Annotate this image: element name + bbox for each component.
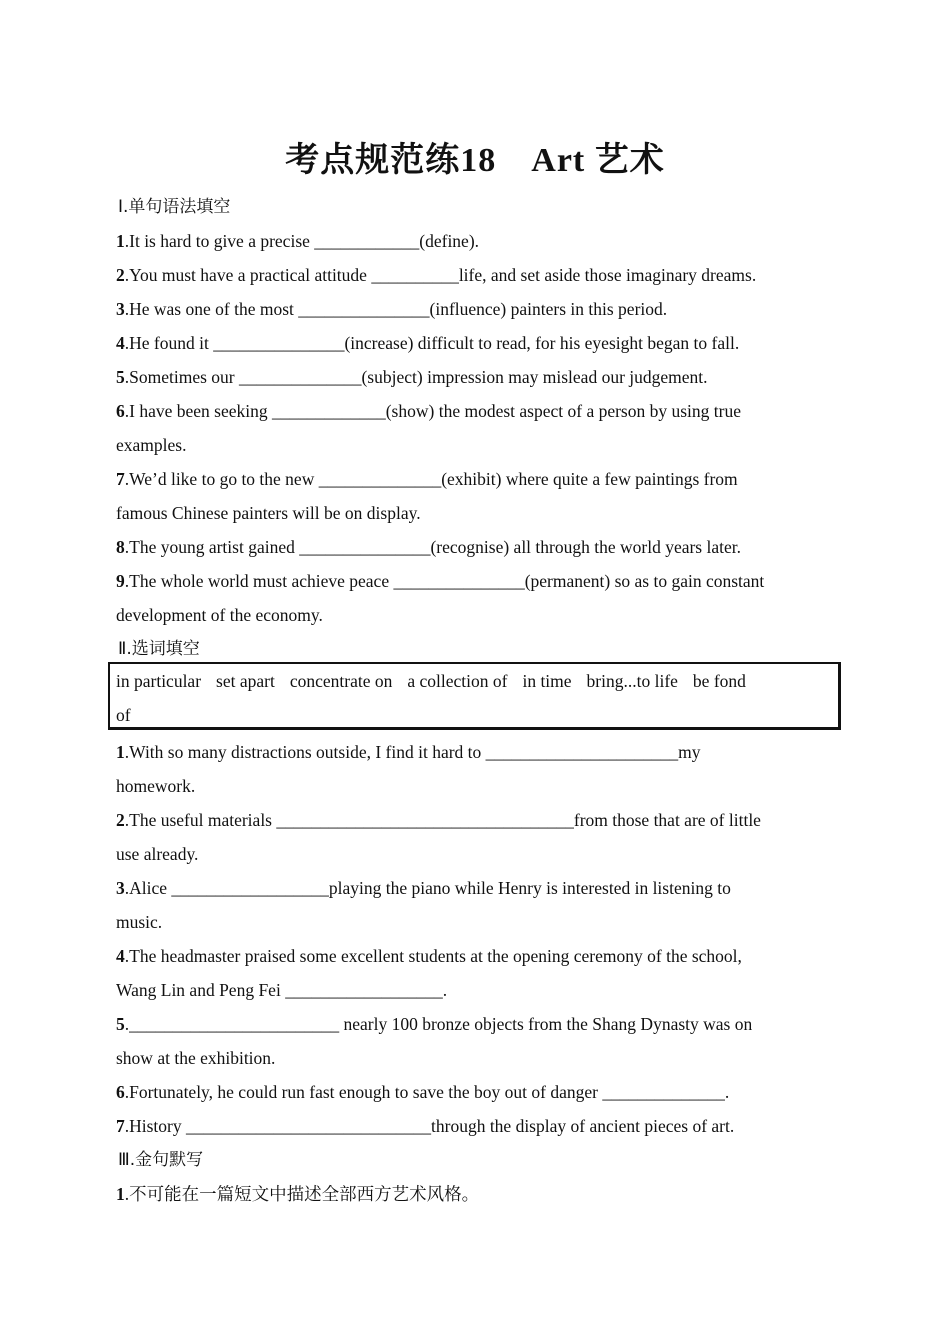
question-text: .不可能在一篇短文中描述全部西方艺术风格。: [124, 1184, 480, 1204]
question-2-4-cont: Wang Lin and Peng Fei __________________.: [116, 980, 448, 1000]
question-1-6-cont: examples.: [116, 435, 187, 455]
question-text: .The young artist gained _______________(recognise) all through the world years later.: [124, 537, 741, 557]
worksheet-content: [116, 190, 836, 666]
question-text: .The whole world must achieve peace _______________(permanent) so as to gain constant: [124, 571, 765, 591]
word-bank-item: bring...to life: [586, 671, 678, 691]
question-number: 3: [116, 878, 125, 898]
word-bank-line: [116, 664, 838, 698]
question-1-9-cont: development of the economy.: [116, 605, 323, 625]
word-bank-item: set apart: [216, 671, 275, 691]
word-bank-item: be fond: [692, 671, 746, 691]
question-number: 6: [116, 401, 125, 421]
question-text: .You must have a practical attitude __________life, and set aside those imaginary dreams.: [124, 265, 757, 285]
word-bank-item: concentrate on: [289, 671, 393, 691]
question-text: .Fortunately, he could run fast enough to save the boy out of danger ______________.: [124, 1082, 730, 1102]
question-number: 1: [116, 742, 125, 762]
question-1-1: [116, 224, 836, 258]
question-text: .Alice __________________playing the piano while Henry is interested in listening to: [124, 878, 731, 898]
section-heading-sentence-dictation: Ⅲ.金句默写: [118, 1150, 204, 1170]
question-text: .He was one of the most _______________(influence) painters in this period.: [124, 299, 668, 319]
question-number: 3: [116, 299, 125, 319]
question-1-7-cont: famous Chinese painters will be on display.: [116, 503, 421, 523]
question-text: .He found it _______________(increase) difficult to read, for his eyesight began to fall.: [124, 333, 740, 353]
question-2-7: [116, 1109, 836, 1143]
word-bank-item: in time: [522, 671, 572, 691]
question-2-1-cont: homework.: [116, 776, 196, 796]
question-number: 7: [116, 469, 125, 489]
question-text: .History ____________________________through the display of ancient pieces of art.: [124, 1116, 735, 1136]
question-number: 9: [116, 571, 125, 591]
question-text: .The headmaster praised some excellent students at the opening ceremony of the school,: [124, 946, 742, 966]
worksheet-content-2: [116, 735, 836, 1211]
question-1-5: [116, 360, 836, 394]
question-2-2: [116, 803, 836, 837]
question-1-3: [116, 292, 836, 326]
question-number: 6: [116, 1082, 125, 1102]
question-2-6: [116, 1075, 836, 1109]
question-number: 1: [116, 231, 125, 251]
question-2-5: [116, 1007, 836, 1041]
question-number: 5: [116, 367, 125, 387]
question-1-9: [116, 564, 836, 598]
question-number: 5: [116, 1014, 125, 1034]
question-1-7: [116, 462, 836, 496]
question-text: .________________________ nearly 100 bronze objects from the Shang Dynasty was on: [124, 1014, 753, 1034]
section-heading-grammar: Ⅰ.单句语法填空: [118, 197, 231, 217]
question-1-2: [116, 258, 836, 292]
question-2-5-cont: show at the exhibition.: [116, 1048, 276, 1068]
question-number: 2: [116, 810, 125, 830]
question-2-2-cont: use already.: [116, 844, 199, 864]
question-text: .We’d like to go to the new ______________(exhibit) where quite a few paintings from: [124, 469, 738, 489]
question-2-1: [116, 735, 836, 769]
question-2-3: [116, 871, 836, 905]
question-number: 4: [116, 946, 125, 966]
question-2-4: [116, 939, 836, 973]
word-bank-item: a collection of: [407, 671, 508, 691]
question-1-4: [116, 326, 836, 360]
page-title: 考点规范练18 Art 艺术: [285, 142, 665, 179]
word-bank-item: in particular: [116, 671, 202, 691]
question-number: 4: [116, 333, 125, 353]
question-1-8: [116, 530, 836, 564]
question-text: .The useful materials __________________________________from those that are of little: [124, 810, 761, 830]
question-text: .I have been seeking _____________(show) the modest aspect of a person by using true: [124, 401, 741, 421]
word-bank-line-cont: of: [116, 705, 131, 725]
question-number: 8: [116, 537, 125, 557]
question-text: .It is hard to give a precise ____________(define).: [124, 231, 480, 251]
question-2-3-cont: music.: [116, 912, 163, 932]
word-bank-box: [108, 662, 841, 730]
question-text: .Sometimes our ______________(subject) impression may mislead our judgement.: [124, 367, 708, 387]
question-number: 2: [116, 265, 125, 285]
question-3-1: [116, 1177, 836, 1211]
section-heading-word-choice: Ⅱ.选词填空: [118, 639, 200, 659]
question-1-6: [116, 394, 836, 428]
question-number: 1: [116, 1184, 125, 1204]
question-number: 7: [116, 1116, 125, 1136]
question-text: .With so many distractions outside, I find it hard to ______________________my: [124, 742, 701, 762]
